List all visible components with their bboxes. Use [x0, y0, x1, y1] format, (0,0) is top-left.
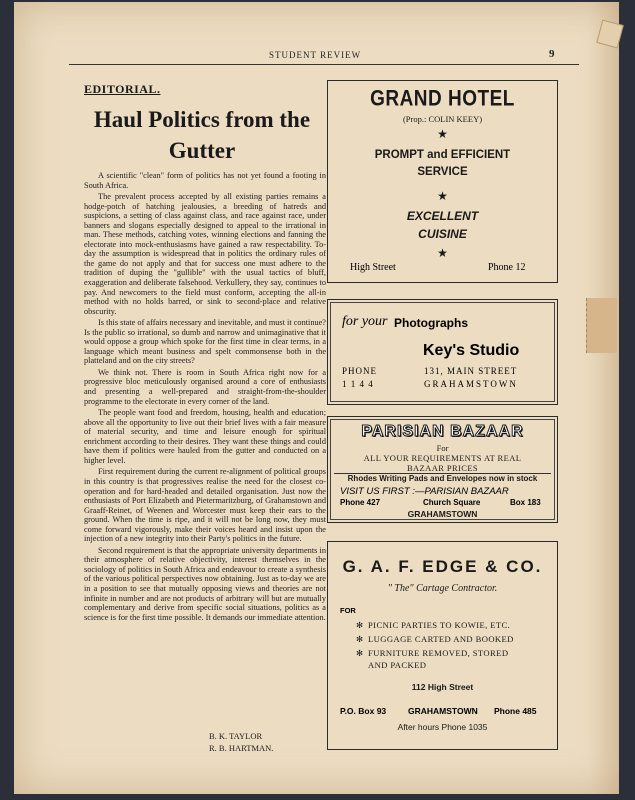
editorial-label: EDITORIAL. — [84, 82, 161, 96]
phone-number: 1 1 4 4 — [342, 379, 374, 389]
star-icon: ★ — [437, 189, 448, 203]
edge-after-hours: After hours Phone 1035 — [397, 722, 488, 732]
bazaar-town: GRAHAMSTOWN — [407, 509, 478, 519]
edge-service: AND PACKED — [368, 660, 427, 670]
page-number: 9 — [549, 48, 556, 60]
torn-paper-edge — [586, 298, 617, 353]
article-paragraph: The prevalent process accepted by all existing parties remains a hodge-potch of hatching jealousies, a breeding of hatreds and suspicions, a setting of class against class, and race against race, under banners and slogans especially designed to appeal to the irrational in man. These methods, catching votes, winning elections and fanning the electorate into mock-enthusiasms have gained a raw respectability. To-day the assumption is widespread that in politics the ordinary rules of the game do not apply and that for success one must adhere to the tradition of duping the "gullible" with the usual tactics of bluff, exaggeration and deliberate falsehood. Verkullery, they say, continues to pay. And newcomers to the field must conform, accepting the all-in method with no holds barred, or sink to second-place and relative obscurity. — [84, 192, 326, 316]
article-paragraph: A scientific "clean" form of politics has not yet found a footing in South Africa. — [84, 171, 326, 190]
hotel-tagline-1: PROMPT and EFFICIENT — [374, 149, 511, 161]
edge-service: ✻ PICNIC PARTIES TO KOWIE, ETC. — [356, 620, 511, 630]
article-paragraph: The people want food and freedom, housing, health and education; above all the opportunity to live out their brief lives with a fair measure of material security, and time and leisure enough for spiritual enrichment according to their desires. They want these things and could have them if politics were hauled from the gutter and conducted on a higher level. — [84, 408, 326, 465]
edge-service: ✻ LUGGAGE CARTED AND BOOKED — [356, 634, 514, 644]
hotel-address: High Street — [350, 262, 396, 273]
parisian-bazaar-ad — [327, 416, 558, 523]
hotel-phone: Phone 12 — [488, 262, 526, 273]
asterisk-icon: ✻ — [356, 648, 364, 658]
hotel-tagline-4: CUISINE — [418, 227, 467, 241]
star-icon: ★ — [437, 127, 448, 141]
edge-phone: Phone 485 — [494, 706, 537, 716]
hotel-name: GRAND HOTEL — [370, 87, 515, 112]
publication-title: STUDENT REVIEW — [269, 50, 362, 60]
grand-hotel-ad — [327, 80, 558, 283]
bazaar-visit: VISIT US FIRST :—PARISIAN BAZAAR — [340, 486, 509, 497]
photographs-text: Photographs — [394, 316, 468, 330]
keys-studio-ad — [327, 299, 558, 405]
bazaar-for: For — [436, 443, 449, 453]
paper-tab — [596, 20, 623, 49]
phone-label: PHONE — [342, 366, 378, 376]
bazaar-box: Box 183 — [510, 498, 541, 507]
article-paragraph: Second requirement is that the appropriate university departments in their atmosphere of relative objectivity, interest themselves in the sociology of politics in South Africa and endeavour to create a synthesis of the various political perspectives now obtaining. Just as to-day we are in a position to see that mutually opposing views and theories are not infinite in number and are not products of arbitrary will but are mutually complementary and derive from specific social situations, politics as a science is for the first time possible. It demands our immediate attention. — [84, 545, 326, 622]
studio-street: 131, MAIN STREET — [424, 366, 518, 376]
asterisk-icon: ✻ — [356, 620, 364, 630]
edge-service: ✻ FURNITURE REMOVED, STORED — [356, 648, 509, 658]
article-paragraph: First requirement during the current re-alignment of political groups in this country is that progressives realise the need for the closest co-operation and for hard-headed and detailed organisation. Just now the enthusiasts of Port Elizabeth and Pietermaritzburg, of Grahamstown and Graaff-Reinet, of Weenen and Worcester must keep their ears to the ground. When the time is ripe, and it will not be long now, they must come forward vigorously, make their voices heard and insist upon the injection of a new integrity into their Party's politics in the future. — [84, 467, 326, 544]
bazaar-square: Church Square — [423, 498, 481, 507]
hotel-tagline-3: EXCELLENT — [406, 209, 479, 223]
article-body — [84, 171, 326, 624]
edge-town: GRAHAMSTOWN — [408, 706, 478, 716]
edge-address: 112 High Street — [411, 682, 474, 692]
bazaar-line-1: ALL YOUR REQUIREMENTS AT REAL — [363, 453, 522, 463]
edge-tagline: " The" Cartage Contractor. — [387, 583, 498, 594]
header-rule — [69, 64, 579, 65]
hotel-tagline-2: SERVICE — [417, 166, 468, 178]
bazaar-line-2: BAZAAR PRICES — [406, 463, 479, 473]
magazine-page — [14, 2, 619, 794]
star-icon: ★ — [437, 246, 448, 260]
edge-po-box: P.O. Box 93 — [340, 706, 387, 716]
article-paragraph: We think not. There is room in South Africa right now for a progressive bloc meticulously organised around a core of enthusiasts and presenting a well-prepared and straight-from-the-shoulder programme to the electorate in every corner of the land. — [84, 367, 326, 406]
signature-name: R. B. HARTMAN. — [209, 743, 274, 753]
article-paragraph: Is this state of affairs necessary and inevitable, and must it continue? Is the public so irrational, so dumb and narrow and unimaginative that it would oppose a group which spoke for the first time in clear terms, in a language which meant business and spelt commonsense both in the platteland and on the city streets? — [84, 318, 326, 366]
gaf-edge-ad — [327, 541, 558, 750]
bazaar-phone: Phone 427 — [340, 498, 381, 507]
for-your-text: for your — [342, 314, 388, 329]
signatures — [209, 730, 273, 754]
studio-name: Key's Studio — [423, 342, 520, 359]
studio-town: GRAHAMSTOWN — [424, 379, 518, 389]
bazaar-line-3: Rhodes Writing Pads and Envelopes now in stock — [347, 474, 538, 483]
bazaar-name: PARISIAN BAZAAR — [361, 423, 524, 440]
signature-name: B. K. TAYLOR — [209, 731, 263, 741]
asterisk-icon: ✻ — [356, 634, 364, 644]
edge-name: G. A. F. EDGE & CO. — [342, 557, 543, 576]
hotel-proprietor: (Prop.: COLIN KEEY) — [402, 114, 483, 124]
edge-for: FOR — [340, 606, 356, 615]
article-headline: Haul Politics from the Gutter — [93, 107, 311, 163]
